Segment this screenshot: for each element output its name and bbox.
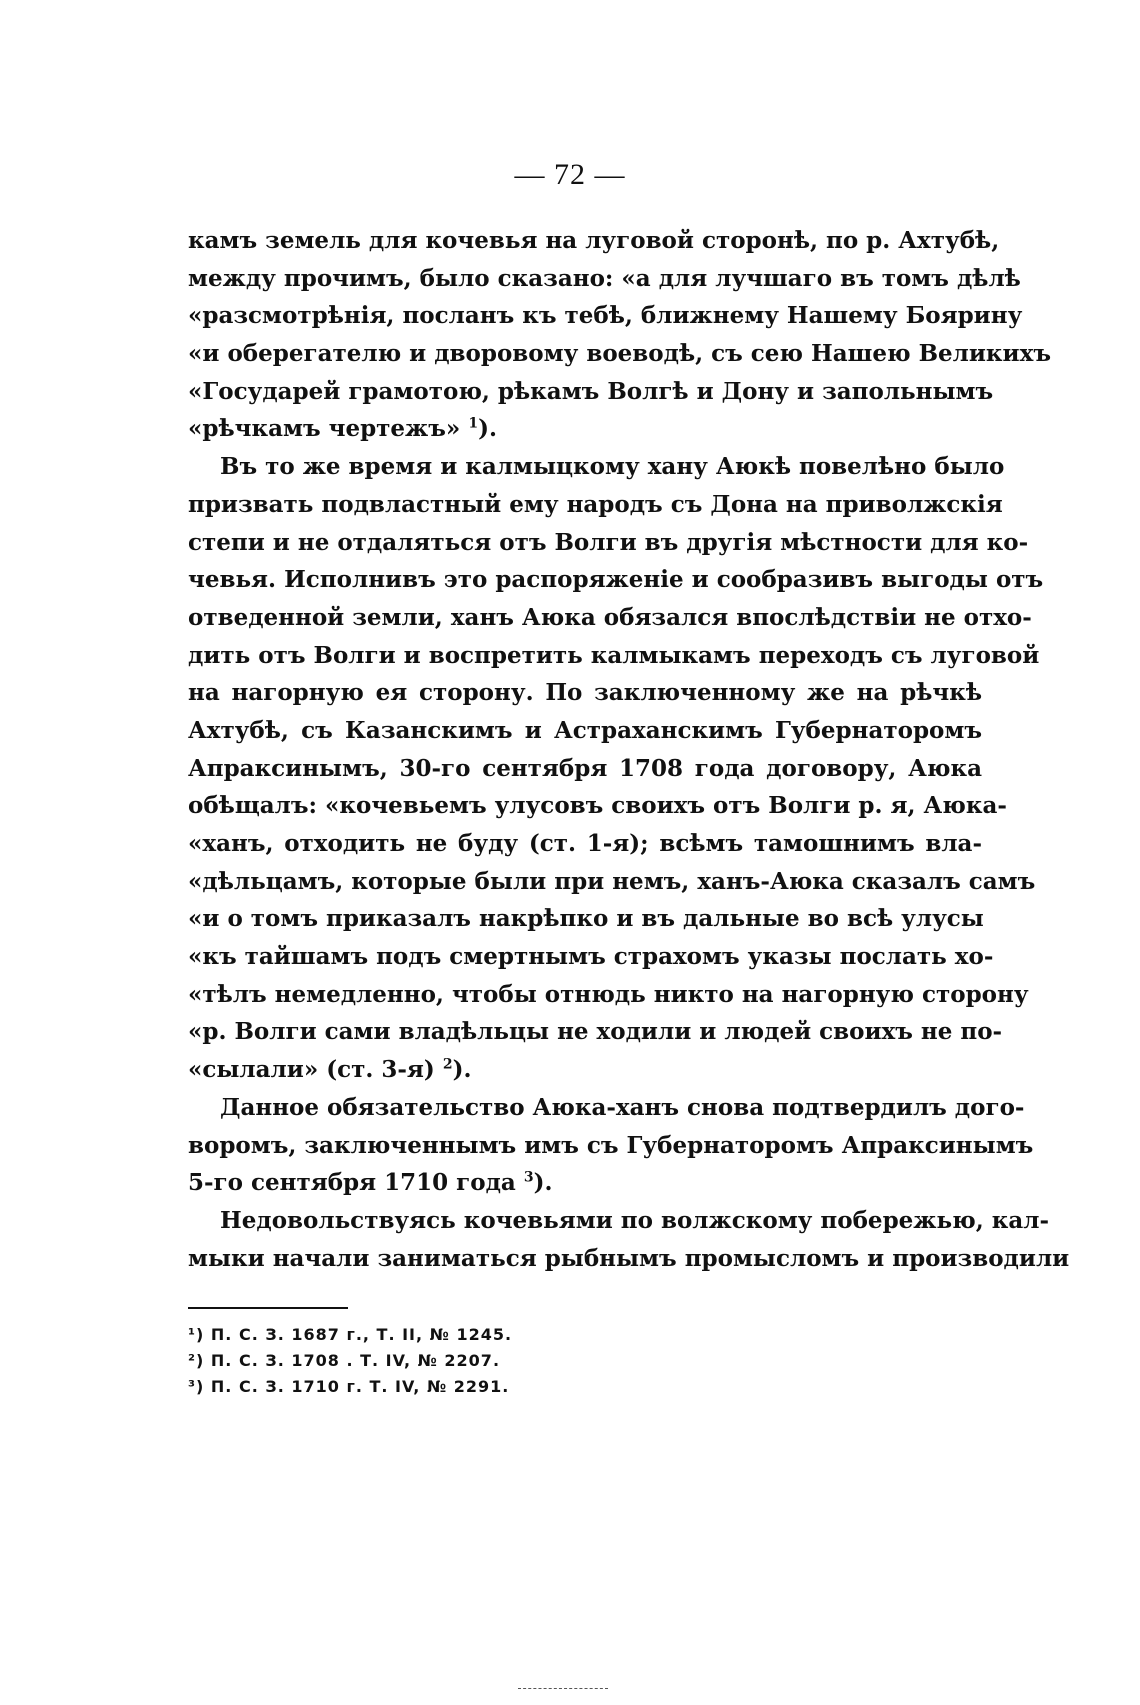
text-line-end: ). xyxy=(452,1056,472,1084)
text-line-content: «рѣчкамъ чертежъ» xyxy=(188,415,461,443)
text-line: «разсмотрѣнія, посланъ къ тебѣ, ближнему Нашему Боярину xyxy=(188,302,1023,330)
footnote-number: ³) xyxy=(188,1377,205,1396)
paragraph xyxy=(188,222,1051,448)
text-line-end: ). xyxy=(478,415,497,443)
text-line: воромъ, заключеннымъ имъ съ Губернаторомъ Апраксинымъ xyxy=(188,1131,1034,1159)
text-line: чевья. Исполнивъ это распоряженіе и сообразивъ выгоды отъ xyxy=(188,566,1044,594)
footnote-ref[interactable]: 1 xyxy=(468,415,479,432)
text-line: между прочимъ, было сказано: «а для лучшаго въ томъ дѣлѣ xyxy=(188,264,1021,292)
text-line: призвать подвластный ему народъ съ Дона на приволжскія xyxy=(188,490,1003,518)
text-line: «къ тайшамъ подъ смертнымъ страхомъ указы послать хо- xyxy=(188,943,994,971)
text-line: степи и не отдаляться отъ Волги въ другія мѣстности для ко- xyxy=(188,528,1029,556)
footnote-item xyxy=(188,1348,788,1374)
body-text xyxy=(188,222,1070,1277)
footnote-divider xyxy=(188,1307,348,1309)
text-line xyxy=(188,1051,982,1089)
text-line: «Государей грамотою, рѣкамъ Волгѣ и Дону и запольнымъ xyxy=(188,377,994,405)
text-line: «ханъ, отходить не буду (ст. 1-я); всѣмъ тамошнимъ вла- xyxy=(188,830,982,857)
text-line-end: ). xyxy=(533,1169,553,1197)
paragraph xyxy=(188,1089,1034,1202)
text-line-content: 5-го сентября 1710 года xyxy=(188,1169,516,1197)
page-number: — 72 — xyxy=(514,158,626,191)
text-line xyxy=(188,1164,982,1202)
footnote-text: П. С. З. 1687 г., Т. II, № 1245. xyxy=(210,1325,513,1344)
text-line: Ахтубѣ, съ Казанскимъ и Астраханскимъ Губернаторомъ xyxy=(188,716,982,744)
paragraph xyxy=(188,1202,1070,1277)
text-line: отведенной земли, ханъ Аюка обязался впослѣдствіи не отхо- xyxy=(188,603,1032,631)
text-line: «и о томъ приказалъ накрѣпко и въ дальные во всѣ улусы xyxy=(188,905,984,933)
footnote-text: П. С. З. 1710 г. Т. IV, № 2291. xyxy=(210,1377,510,1396)
footnote-number: ²) xyxy=(188,1351,205,1370)
text-line: на нагорную ея сторону. По заключенному же на рѣчкѣ xyxy=(188,679,982,707)
text-line: Недовольствуясь кочевьями по волжскому побережью, кал- xyxy=(220,1206,1049,1234)
text-line: дить отъ Волги и воспретить калмыкамъ переходъ съ луговой xyxy=(188,641,1040,669)
text-line: Апраксинымъ, 30-го сентября 1708 года договору, Аюка xyxy=(188,754,982,782)
text-line: обѣщалъ: «кочевьемъ улусовъ своихъ отъ Волги р. я, Аюка- xyxy=(188,792,1007,820)
footnote-item xyxy=(188,1374,788,1400)
text-line: «и оберегателю и дворовому воеводѣ, съ сею Нашею Великихъ xyxy=(188,340,1051,368)
text-line: «р. Волги сами владѣльцы не ходили и людей своихъ не по- xyxy=(188,1018,1003,1046)
footnote-ref[interactable]: 2 xyxy=(442,1056,453,1073)
footnote-ref[interactable]: 3 xyxy=(523,1169,534,1186)
text-line: мыки начали заниматься рыбнымъ промысломъ и производили xyxy=(188,1244,1070,1272)
footnote-text: П. С. З. 1708 . Т. IV, № 2207. xyxy=(210,1351,501,1370)
text-line xyxy=(188,410,982,448)
text-line: «тѣлъ немедленно, чтобы отнюдь никто на нагорную сторону xyxy=(188,980,1029,1008)
text-line: Данное обязательство Аюка-ханъ снова подтвердилъ дого- xyxy=(220,1093,1025,1121)
paragraph xyxy=(188,448,1044,1089)
text-line: Въ то же время и калмыцкому хану Аюкѣ повелѣно было xyxy=(220,453,1005,481)
footnote-item xyxy=(188,1322,788,1348)
scan-artifact-line xyxy=(518,1688,608,1689)
footnote-number: ¹) xyxy=(188,1325,205,1344)
text-line: «дѣльцамъ, которые были при немъ, ханъ-Аюка сказалъ самъ xyxy=(188,867,1036,895)
text-line-content: «сылали» (ст. 3-я) xyxy=(188,1056,435,1084)
text-line: камъ земель для кочевья на луговой сторонѣ, по р. Ахтубѣ, xyxy=(188,227,1000,254)
footnotes xyxy=(188,1322,788,1400)
